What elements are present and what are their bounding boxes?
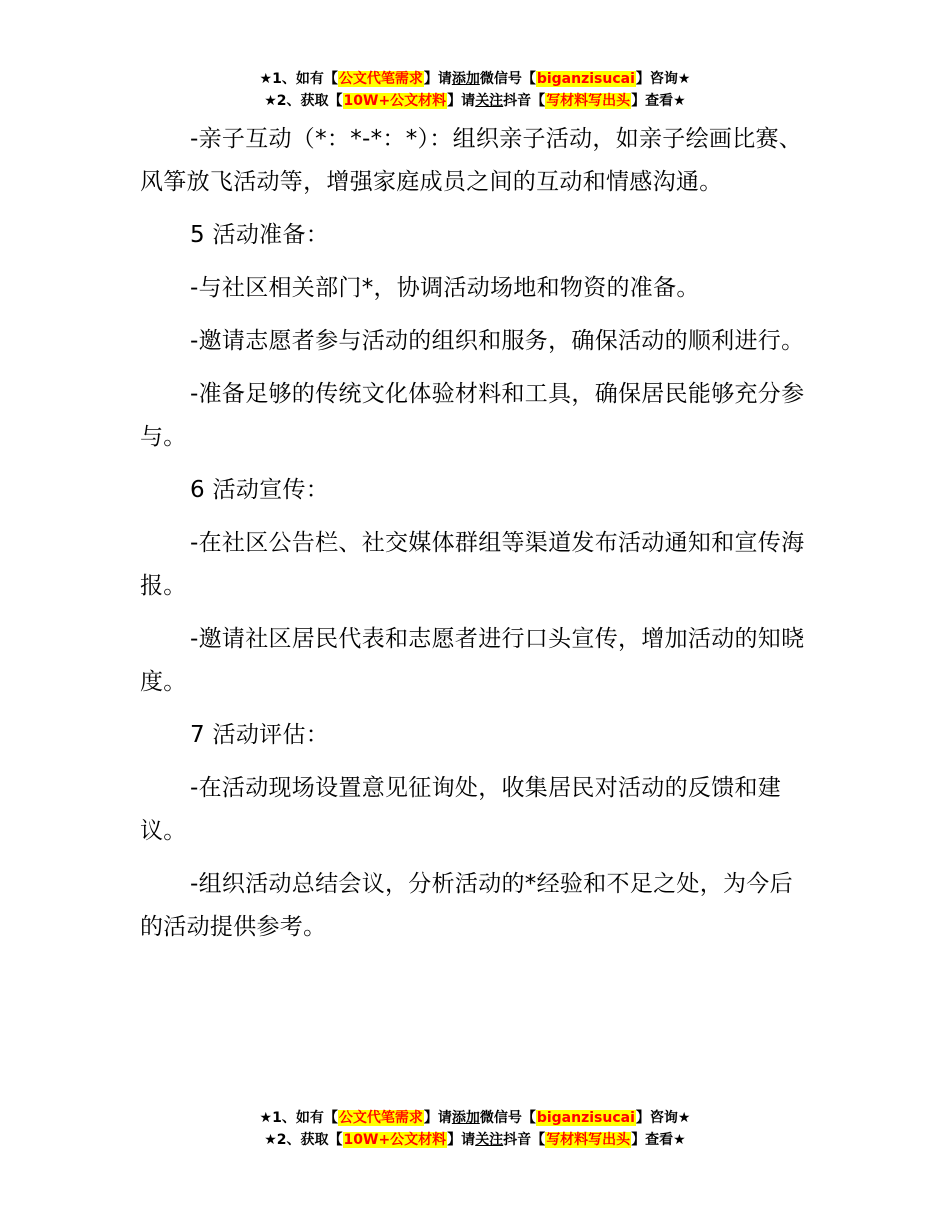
banner-underline: 添加 bbox=[451, 1110, 480, 1126]
paragraph: -在活动现场设置意见征询处，收集居民对活动的反馈和建议。 bbox=[140, 775, 782, 844]
banner-line-2 bbox=[0, 1129, 950, 1151]
banner-text: 】咨询★ bbox=[635, 1110, 691, 1126]
banner-text: 】咨询★ bbox=[635, 71, 691, 87]
banner-line-2 bbox=[0, 90, 950, 112]
banner-text: 】查看★ bbox=[631, 93, 686, 109]
banner-text: 】请 bbox=[423, 71, 452, 87]
header-banner bbox=[0, 68, 950, 112]
banner-highlight: 10W+公文材料 bbox=[343, 93, 447, 109]
paragraph: -亲子互动（*：*-*：*）：组织亲子活动，如亲子绘画比赛、风筝放飞活动等，增强家庭成员之间的互动和情感沟通。 bbox=[140, 126, 803, 195]
banner-line-1 bbox=[0, 1107, 950, 1129]
banner-text: 】查看★ bbox=[631, 1132, 686, 1148]
banner-underline: 关注 bbox=[475, 1132, 504, 1148]
banner-highlight: 10W+公文材料 bbox=[343, 1132, 447, 1148]
document-body bbox=[140, 118, 812, 949]
section-heading: 6 活动宣传： bbox=[190, 477, 330, 503]
section-heading: 5 活动准备： bbox=[190, 222, 330, 248]
banner-highlight: 写材料写出头 bbox=[546, 93, 631, 109]
banner-text: 微信号【 bbox=[479, 71, 536, 87]
banner-underline: 关注 bbox=[475, 93, 504, 109]
banner-highlight: 公文代笔需求 bbox=[338, 71, 423, 87]
banner-text: 】请 bbox=[423, 1110, 452, 1126]
banner-text: ★2、获取【 bbox=[264, 93, 343, 109]
banner-text: 抖音【 bbox=[503, 93, 546, 109]
banner-text: 微信号【 bbox=[479, 1110, 536, 1126]
banner-text: 】请 bbox=[447, 1132, 476, 1148]
banner-line-1 bbox=[0, 68, 950, 90]
banner-text: 抖音【 bbox=[503, 1132, 546, 1148]
banner-text: ★2、获取【 bbox=[264, 1132, 343, 1148]
paragraph: -邀请志愿者参与活动的组织和服务，确保活动的顺利进行。 bbox=[190, 328, 805, 354]
banner-text: ★1、如有【 bbox=[259, 71, 338, 87]
banner-underline: 添加 bbox=[451, 71, 480, 87]
paragraph: -组织活动总结会议，分析活动的*经验和不足之处，为今后的活动提供参考。 bbox=[140, 871, 793, 940]
banner-highlight: 公文代笔需求 bbox=[338, 1110, 423, 1126]
section-heading: 7 活动评估： bbox=[190, 722, 330, 748]
paragraph: -与社区相关部门*，协调活动场地和物资的准备。 bbox=[190, 275, 700, 301]
banner-text: ★1、如有【 bbox=[259, 1110, 338, 1126]
banner-highlight: biganzisucai bbox=[536, 1110, 635, 1126]
paragraph: -准备足够的传统文化体验材料和工具，确保居民能够充分参与。 bbox=[140, 381, 805, 450]
paragraph: -在社区公告栏、社交媒体群组等渠道发布活动通知和宣传海报。 bbox=[140, 530, 805, 599]
paragraph: -邀请社区居民代表和志愿者进行口头宣传，增加活动的知晓度。 bbox=[140, 626, 805, 695]
banner-highlight: biganzisucai bbox=[536, 71, 635, 87]
banner-text: 】请 bbox=[447, 93, 476, 109]
banner-highlight: 写材料写出头 bbox=[546, 1132, 631, 1148]
footer-banner bbox=[0, 1107, 950, 1151]
